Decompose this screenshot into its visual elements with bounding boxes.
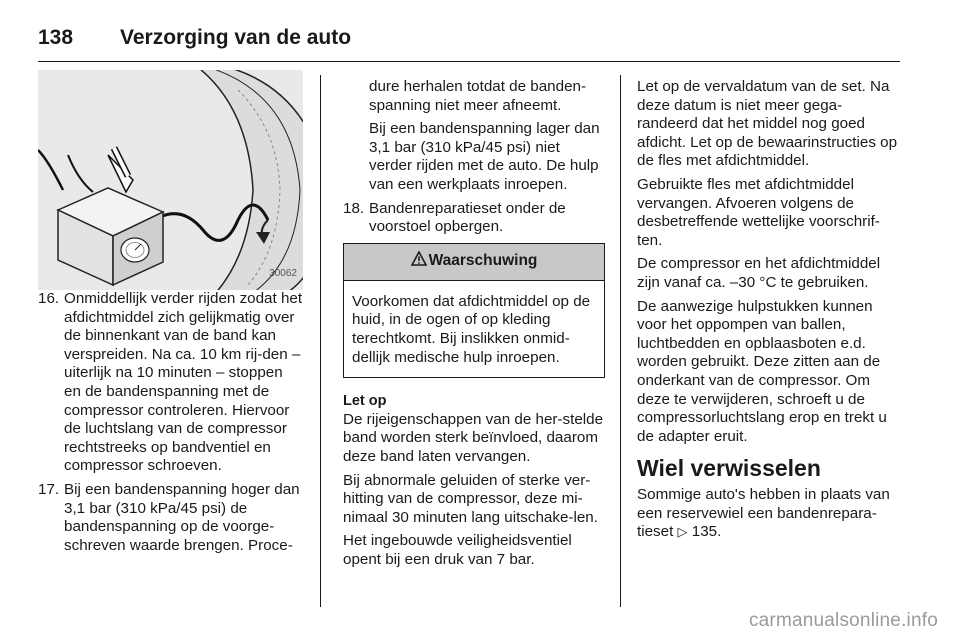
page-reference-arrow-icon[interactable]: ▷ — [677, 524, 688, 540]
disposal-paragraph: Gebruikte fles met afdichtmiddel vervangen. Afvoeren volgens de desbetreffende wettelijke voorschrif-ten. — [637, 175, 880, 249]
list-item-18 — [343, 200, 605, 237]
list-text: Bandenreparatieset onder de voorstoel opbergen. — [369, 199, 566, 236]
wheel-change-text: Sommige auto's hebben in plaats van een reservewiel een bandenrepara-tieset — [637, 486, 890, 541]
warning-title: Waarschuwing — [428, 252, 538, 270]
watermark: carmanualsonline.info — [748, 610, 938, 631]
warning-box — [343, 243, 605, 378]
page-number: 138 — [38, 26, 74, 49]
list-text: Bij een bandenspanning hoger dan 3,1 bar (310 kPa/45 psi) de bandenspanning op de voorge-schreven waarde brengen. Proce- — [64, 480, 300, 554]
note-paragraph-3: Het ingebouwde veiligheidsventiel opent bij een druk van 7 bar. — [343, 532, 572, 568]
header-rule — [38, 61, 900, 62]
warning-text: Voorkomen dat afdichtmiddel op de huid, in de ogen of op kleding terechtkomt. Bij inslikken onmid-dellijk medische hulp inroepen. — [352, 292, 591, 366]
column-divider-2 — [620, 75, 621, 607]
column-2 — [343, 78, 605, 574]
wheel-change-paragraph — [637, 486, 901, 542]
compressor-tyre-drawing — [38, 70, 303, 290]
column-divider-1 — [320, 75, 321, 607]
page-title: Verzorging van de auto — [120, 26, 352, 49]
list-number: 16. — [38, 290, 60, 307]
compressor-illustration — [38, 70, 303, 290]
temperature-paragraph: De compressor en het afdichtmiddel zijn vanaf ca. –30 °C te gebruiken. — [637, 255, 881, 291]
note-paragraph-2: Bij abnormale geluiden of sterke ver-hitting van de compressor, deze mi-nimaal 30 minuten lang uitschake-len. — [343, 471, 598, 526]
section-heading: Wiel verwisselen — [637, 455, 821, 482]
list-number: 17. — [38, 480, 60, 498]
page-reference[interactable]: 135. — [687, 523, 722, 541]
pressure-paragraph: Bij een bandenspanning lager dan 3,1 bar (310 kPa/45 psi) niet verder rijden met de auto. De hulp van een werkplaats inroepen. — [369, 120, 600, 193]
list-text: Onmiddellijk verder rijden zodat het afdichtmiddel zich gelijkmatig over de binnenkant van de band kan verspreiden. Na ca. 10 km rij-den – uiterlijk na 10 minuten – stoppen en de bandenspanning met de compressor controleren. Hiervoor de luchtslang van de compressor rechtstreeks op bandventiel en compressor schroeven. — [64, 290, 303, 475]
note-title: Let op — [343, 393, 387, 410]
warning-triangle-icon — [411, 251, 427, 272]
column-3 — [637, 78, 901, 547]
warning-header — [344, 244, 604, 281]
expiry-paragraph: Let op de vervaldatum van de set. Na deze datum is niet meer gega-randeerd dat het middel nog goed afdicht. Let op de bewaarinstructies op de fles met afdichtmiddel. — [637, 78, 898, 170]
column-1 — [38, 70, 303, 560]
list-item-17 — [38, 481, 303, 555]
list-item-16 — [38, 290, 303, 476]
accessories-paragraph: De aanwezige hulpstukken kunnen voor het oppompen van ballen, luchtbedden en opblaasboten e.d. worden gebruikt. Deze zitten aan de onderkant van de compressor. Om deze te verwijderen, schroeft u de compressorluchtslang erop en trekt u de adapter eruit. — [637, 297, 887, 445]
page-header — [38, 18, 900, 58]
list-number: 18. — [343, 199, 365, 217]
figure-number: 30062 — [269, 268, 297, 280]
note-paragraph-1: De rijeigenschappen van de her-stelde band worden sterk beïnvloed, daarom deze band laten vervangen. — [343, 410, 604, 465]
continued-paragraph: dure herhalen totdat de banden-spanning niet meer afneemt. — [369, 78, 587, 114]
